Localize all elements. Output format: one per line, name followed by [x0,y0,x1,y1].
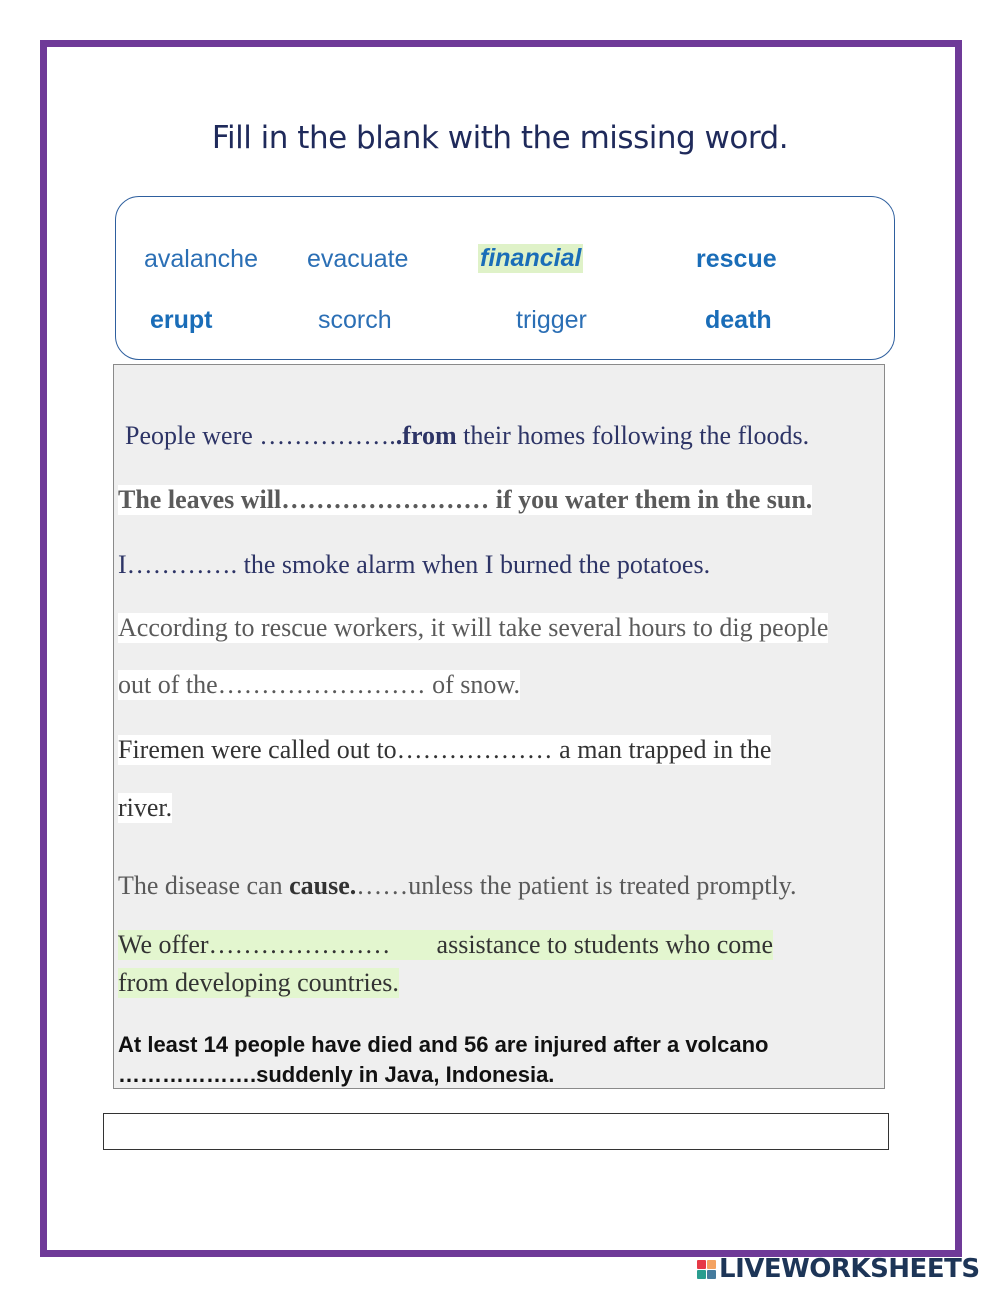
sentence-5-line-2: river. [118,793,173,822]
sentences-panel [113,364,885,1089]
liveworksheets-logo [697,1255,980,1283]
sentence-7-line-2: from developing countries. [118,968,399,997]
word-bank-item: avalanche [144,245,258,273]
word-bank-item: trigger [516,306,587,334]
word-bank-item: scorch [318,306,392,334]
sentence-8-line-1: At least 14 people have died and 56 are injured after a volcano [118,1032,769,1057]
sentence-4-line-2: out of the…………………… of snow. [118,670,521,699]
sentence-6: The disease can cause.……unless the patient is treated promptly. [118,871,797,900]
sentence-1: People were ……………..from their homes following the floods. [125,421,810,450]
logo-text: LIVEWORKSHEETS [719,1254,980,1284]
word-bank-item: rescue [696,245,777,273]
logo-icon [697,1260,716,1279]
word-bank [115,196,895,360]
word-bank-item: financial [480,244,582,272]
sentence-4-line-1: According to rescue workers, it will take several hours to dig people [118,613,829,642]
page-title: Fill in the blank with the missing word. [211,120,789,156]
word-bank-item: evacuate [307,245,409,273]
sentence-8-line-2: ……………….suddenly in Java, Indonesia. [118,1062,555,1087]
sentence-3: I…………. the smoke alarm when I burned the potatoes. [118,550,711,579]
word-bank-item: erupt [150,306,213,334]
sentence-2: The leaves will…………………… if you water them in the sun. [118,485,813,514]
answer-input-box[interactable] [103,1113,889,1150]
sentence-5-line-1: Firemen were called out to……………… a man trapped in the [118,735,772,764]
sentence-7-line-1: We offer………………… assistance to students who come [118,930,774,959]
word-bank-item: death [705,306,772,334]
